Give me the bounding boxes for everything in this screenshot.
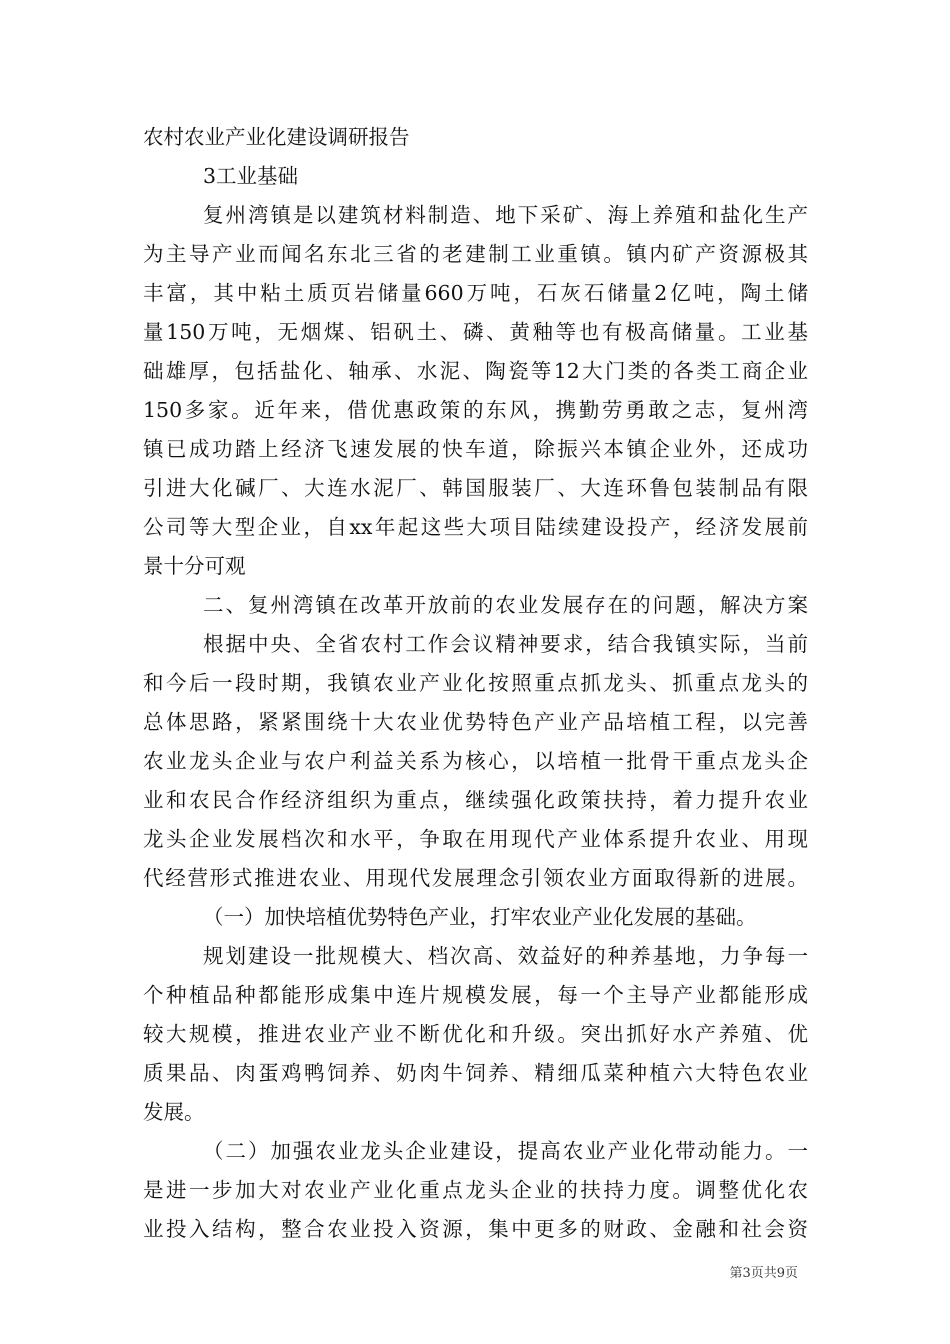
text-line: 复州湾镇是以建筑材料制造、地下采矿、海上养殖和盐化生产 <box>203 203 808 227</box>
text-line: （二）加强农业龙头企业建设，提高农业产业化带动能力。一 <box>203 1139 808 1163</box>
text-line: 二、复州湾镇在改革开放前的农业发展存在的问题，解决方案 <box>203 593 808 617</box>
text-line: 3工业基础 <box>203 164 299 188</box>
text-line: 个种植品种都能形成集中连片规模发展，每一个主导产业都能形成 <box>143 983 808 1007</box>
text-line: 量150万吨，无烟煤、铝矾土、磷、黄釉等也有极高储量。工业基 <box>143 320 808 344</box>
text-line: 业投入结构，整合农业投入资源，集中更多的财政、金融和社会资 <box>143 1217 808 1241</box>
text-line: 景十分可观 <box>143 554 246 578</box>
document-title: 农村农业产业化建设调研报告 <box>143 125 410 149</box>
document-body <box>143 118 808 1249</box>
text-line: 代经营形式推进农业、用现代发展理念引领农业方面取得新的进展。 <box>143 866 808 890</box>
text-line: 农业龙头企业与农户利益关系为核心，以培植一批骨干重点龙头企 <box>143 749 808 773</box>
text-line: 为主导产业而闻名东北三省的老建制工业重镇。镇内矿产资源极其 <box>143 242 808 266</box>
text-line: 是进一步加大对农业产业化重点龙头企业的扶持力度。调整优化农 <box>143 1178 808 1202</box>
text-line: 公司等大型企业，自xx年起这些大项目陆续建设投产，经济发展前 <box>143 515 808 539</box>
text-line: 和今后一段时期，我镇农业产业化按照重点抓龙头、抓重点龙头的 <box>143 671 808 695</box>
page-number: 第3页共9页 <box>729 1266 798 1281</box>
text-line: 总体思路，紧紧围绕十大农业优势特色产业产品培植工程，以完善 <box>143 710 808 734</box>
text-line: 发展。 <box>143 1100 205 1124</box>
text-line: 较大规模，推进农业产业不断优化和升级。突出抓好水产养殖、优 <box>143 1022 808 1046</box>
text-line: 龙头企业发展档次和水平，争取在用现代产业体系提升农业、用现 <box>143 827 808 851</box>
text-line: 镇已成功踏上经济飞速发展的快车道，除振兴本镇企业外，还成功 <box>143 437 808 461</box>
text-line: 础雄厚，包括盐化、轴承、水泥、陶瓷等12大门类的各类工商企业 <box>143 359 808 383</box>
document-paragraphs <box>143 157 808 1249</box>
text-line: 质果品、肉蛋鸡鸭饲养、奶肉牛饲养、精细瓜菜种植六大特色农业 <box>143 1061 808 1085</box>
text-line: 业和农民合作经济组织为重点，继续强化政策扶持，着力提升农业 <box>143 788 808 812</box>
text-line: 根据中央、全省农村工作会议精神要求，结合我镇实际，当前 <box>203 632 808 656</box>
text-line: 规划建设一批规模大、档次高、效益好的种养基地，力争每一 <box>203 944 808 968</box>
text-line: 150多家。近年来，借优惠政策的东风，携勤劳勇敢之志，复州湾 <box>143 398 808 422</box>
text-line: 丰富，其中粘土质页岩储量660万吨，石灰石储量2亿吨，陶土储 <box>143 281 808 305</box>
text-line: 引进大化碱厂、大连水泥厂、韩国服装厂、大连环鲁包装制品有限 <box>143 476 808 500</box>
text-line: （一）加快培植优势特色产业，打牢农业产业化发展的基础。 <box>203 905 757 929</box>
